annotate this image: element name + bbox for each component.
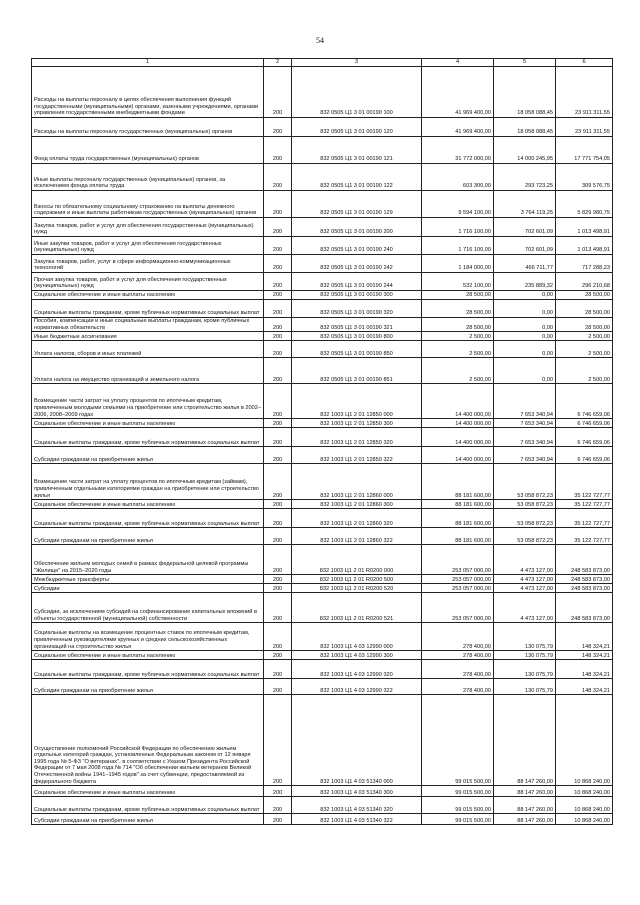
table-row	[32, 528, 613, 545]
unexecuted-amount: 1 013 498,91	[556, 218, 613, 237]
executed-amount: 0,00	[494, 318, 556, 332]
approved-amount: 99 015 500,00	[422, 797, 494, 814]
item-name: Иные закупки товаров, работ и услуг для обеспечения государственных (муниципальных) нужд	[32, 237, 264, 255]
executed-amount: 14 000 245,95	[494, 137, 556, 164]
table-row	[32, 255, 613, 273]
table-row	[32, 500, 613, 509]
table-row	[32, 814, 613, 825]
row-code: 200	[264, 623, 292, 651]
executed-amount: 53 058 872,23	[494, 464, 556, 500]
executed-amount: 7 653 340,94	[494, 419, 556, 428]
item-name: Межбюджетные трансферты	[32, 575, 264, 584]
item-name: Обеспечение жильем молодых семей в рамках федеральной целевой программы "Жилище" на 2015–2020 годы	[32, 545, 264, 575]
unexecuted-amount: 28 500,00	[556, 318, 613, 332]
column-header: 6	[556, 59, 613, 67]
row-code: 200	[264, 419, 292, 428]
unexecuted-amount: 2 500,00	[556, 341, 613, 358]
item-name: Социальные выплаты гражданам, кроме публичных нормативных социальных выплат	[32, 300, 264, 318]
budget-classification-code: 832 1003 Ц1 2 01 12850 300	[292, 419, 422, 428]
approved-amount: 14 400 000,00	[422, 447, 494, 464]
item-name: Субсидии	[32, 584, 264, 593]
table-row	[32, 797, 613, 814]
table-row	[32, 695, 613, 786]
table-row	[32, 300, 613, 318]
unexecuted-amount: 5 829 980,75	[556, 191, 613, 218]
item-name: Социальное обеспечение и иные выплаты населению	[32, 291, 264, 300]
executed-amount: 4 473 127,00	[494, 575, 556, 584]
table-body	[32, 67, 613, 825]
executed-amount: 466 711,77	[494, 255, 556, 273]
budget-classification-code: 832 1003 Ц1 4 03 12990 322	[292, 679, 422, 695]
executed-amount: 7 653 340,94	[494, 428, 556, 447]
item-name: Уплата налога на имущество организаций и земельного налога	[32, 358, 264, 384]
row-code: 200	[264, 255, 292, 273]
table-row	[32, 332, 613, 341]
item-name: Возмещение части затрат на уплату процентов по ипотечным кредитам (займам), привлеченным отдельными категориями граждан на приобретение или строительство жилья	[32, 464, 264, 500]
budget-classification-code: 832 0505 Ц1 3 01 00190 240	[292, 237, 422, 255]
unexecuted-amount: 28 500,00	[556, 300, 613, 318]
table-row	[32, 584, 613, 593]
executed-amount: 53 058 872,23	[494, 528, 556, 545]
row-code: 200	[264, 341, 292, 358]
unexecuted-amount: 28 500,00	[556, 291, 613, 300]
item-name: Субсидии гражданам на приобретение жилья	[32, 679, 264, 695]
row-code: 200	[264, 509, 292, 528]
row-code: 200	[264, 358, 292, 384]
budget-classification-code: 832 1003 Ц1 2 01 12860 300	[292, 500, 422, 509]
unexecuted-amount: 10 868 240,00	[556, 797, 613, 814]
unexecuted-amount: 248 583 873,00	[556, 593, 613, 623]
unexecuted-amount: 148 324,21	[556, 660, 613, 679]
row-code: 200	[264, 291, 292, 300]
budget-classification-code: 832 1003 Ц1 2 01 R0200 520	[292, 584, 422, 593]
executed-amount: 235 889,32	[494, 273, 556, 291]
row-code: 200	[264, 545, 292, 575]
approved-amount: 28 500,00	[422, 318, 494, 332]
row-code: 200	[264, 464, 292, 500]
table-row	[32, 191, 613, 218]
executed-amount: 7 653 340,94	[494, 384, 556, 419]
table-row	[32, 237, 613, 255]
row-code: 200	[264, 786, 292, 797]
approved-amount: 88 181 600,00	[422, 509, 494, 528]
table-row	[32, 419, 613, 428]
approved-amount: 88 181 600,00	[422, 528, 494, 545]
executed-amount: 88 147 260,00	[494, 786, 556, 797]
approved-amount: 1 184 000,00	[422, 255, 494, 273]
unexecuted-amount: 2 500,00	[556, 358, 613, 384]
row-code: 200	[264, 651, 292, 660]
approved-amount: 278 400,00	[422, 651, 494, 660]
page-number: 54	[316, 36, 324, 45]
budget-classification-code: 832 1003 Ц1 2 01 R0200 000	[292, 545, 422, 575]
table-row	[32, 291, 613, 300]
row-code: 200	[264, 695, 292, 786]
item-name: Субсидии гражданам на приобретение жилья	[32, 447, 264, 464]
executed-amount: 702 601,09	[494, 218, 556, 237]
row-code: 200	[264, 384, 292, 419]
budget-classification-code: 832 1003 Ц1 4 03 51340 000	[292, 695, 422, 786]
table-row	[32, 679, 613, 695]
table-row	[32, 545, 613, 575]
unexecuted-amount: 23 911 311,55	[556, 67, 613, 118]
unexecuted-amount: 248 583 873,00	[556, 575, 613, 584]
approved-amount: 88 181 600,00	[422, 464, 494, 500]
table-row	[32, 660, 613, 679]
item-name: Субсидии гражданам на приобретение жилья	[32, 814, 264, 825]
table-row	[32, 273, 613, 291]
unexecuted-amount: 6 746 659,06	[556, 419, 613, 428]
approved-amount: 253 057 000,00	[422, 575, 494, 584]
approved-amount: 14 400 000,00	[422, 384, 494, 419]
unexecuted-amount: 6 746 659,06	[556, 447, 613, 464]
executed-amount: 88 147 260,00	[494, 695, 556, 786]
budget-classification-code: 832 0505 Ц1 3 01 00190 120	[292, 118, 422, 137]
row-code: 200	[264, 797, 292, 814]
item-name: Расходы на выплаты персоналу государственных (муниципальных) органов	[32, 118, 264, 137]
approved-amount: 278 400,00	[422, 660, 494, 679]
table-row	[32, 164, 613, 191]
column-header: 2	[264, 59, 292, 67]
executed-amount: 293 723,25	[494, 164, 556, 191]
approved-amount: 41 969 400,00	[422, 67, 494, 118]
table-row	[32, 384, 613, 419]
executed-amount: 130 075,79	[494, 660, 556, 679]
table-row	[32, 428, 613, 447]
budget-classification-code: 832 1003 Ц1 2 01 12850 322	[292, 447, 422, 464]
unexecuted-amount: 6 746 659,06	[556, 384, 613, 419]
executed-amount: 88 147 260,00	[494, 814, 556, 825]
budget-classification-code: 832 1003 Ц1 4 03 12990 320	[292, 660, 422, 679]
executed-amount: 0,00	[494, 341, 556, 358]
executed-amount: 88 147 260,00	[494, 797, 556, 814]
executed-amount: 130 075,79	[494, 623, 556, 651]
budget-classification-code: 832 0505 Ц1 3 01 00190 129	[292, 191, 422, 218]
table-row	[32, 218, 613, 237]
item-name: Иные бюджетные ассигнования	[32, 332, 264, 341]
unexecuted-amount: 10 868 240,00	[556, 814, 613, 825]
row-code: 200	[264, 67, 292, 118]
row-code: 200	[264, 318, 292, 332]
unexecuted-amount: 1 013 498,91	[556, 237, 613, 255]
row-code: 200	[264, 164, 292, 191]
executed-amount: 53 058 872,23	[494, 500, 556, 509]
column-number-row	[32, 59, 613, 67]
row-code: 200	[264, 660, 292, 679]
budget-classification-code: 832 0505 Ц1 3 01 00190 121	[292, 137, 422, 164]
table-row	[32, 623, 613, 651]
budget-classification-code: 832 0505 Ц1 3 01 00190 850	[292, 341, 422, 358]
executed-amount: 0,00	[494, 332, 556, 341]
budget-classification-code: 832 0505 Ц1 3 01 00190 244	[292, 273, 422, 291]
executed-amount: 7 653 340,94	[494, 447, 556, 464]
unexecuted-amount: 148 324,21	[556, 679, 613, 695]
table-row	[32, 447, 613, 464]
row-code: 200	[264, 500, 292, 509]
budget-classification-code: 832 0505 Ц1 3 01 00190 242	[292, 255, 422, 273]
budget-classification-code: 832 0505 Ц1 3 01 00190 851	[292, 358, 422, 384]
budget-classification-code: 832 1003 Ц1 2 01 12860 000	[292, 464, 422, 500]
unexecuted-amount: 35 122 727,77	[556, 528, 613, 545]
unexecuted-amount: 717 288,23	[556, 255, 613, 273]
unexecuted-amount: 10 868 240,00	[556, 786, 613, 797]
item-name: Возмещение части затрат на уплату процентов по ипотечным кредитам, привлеченным молодыми семьями на приобретение или строительство жилья в 2002–2006, 2008–2009 годах	[32, 384, 264, 419]
unexecuted-amount: 248 583 873,00	[556, 545, 613, 575]
approved-amount: 278 400,00	[422, 623, 494, 651]
table-row	[32, 593, 613, 623]
approved-amount: 253 057 000,00	[422, 593, 494, 623]
budget-classification-code: 832 0505 Ц1 3 01 00190 122	[292, 164, 422, 191]
table-row	[32, 358, 613, 384]
row-code: 200	[264, 137, 292, 164]
approved-amount: 278 400,00	[422, 679, 494, 695]
budget-execution-table	[31, 58, 613, 825]
column-header: 5	[494, 59, 556, 67]
executed-amount: 4 473 127,00	[494, 545, 556, 575]
table-row	[32, 464, 613, 500]
unexecuted-amount: 296 210,68	[556, 273, 613, 291]
unexecuted-amount: 148 324,21	[556, 623, 613, 651]
approved-amount: 28 500,00	[422, 300, 494, 318]
column-header: 4	[422, 59, 494, 67]
row-code: 200	[264, 273, 292, 291]
unexecuted-amount: 6 746 659,06	[556, 428, 613, 447]
table-row	[32, 67, 613, 118]
unexecuted-amount: 35 122 727,77	[556, 500, 613, 509]
unexecuted-amount: 2 500,00	[556, 332, 613, 341]
executed-amount: 130 075,79	[494, 651, 556, 660]
executed-amount: 702 601,09	[494, 237, 556, 255]
executed-amount: 4 473 127,00	[494, 584, 556, 593]
approved-amount: 31 772 000,00	[422, 137, 494, 164]
table-row	[32, 137, 613, 164]
budget-classification-code: 832 1003 Ц1 4 03 51340 322	[292, 814, 422, 825]
approved-amount: 253 057 000,00	[422, 545, 494, 575]
approved-amount: 1 716 100,00	[422, 237, 494, 255]
unexecuted-amount: 35 122 727,77	[556, 464, 613, 500]
budget-classification-code: 832 0505 Ц1 3 01 00190 300	[292, 291, 422, 300]
table-row	[32, 318, 613, 332]
item-name: Субсидии, за исключением субсидий на софинансирование капитальных вложений в объекты государственной (муниципальной) собственности	[32, 593, 264, 623]
approved-amount: 532 100,00	[422, 273, 494, 291]
table-row	[32, 575, 613, 584]
item-name: Закупка товаров, работ и услуг для обеспечения государственных (муниципальных) нужд	[32, 218, 264, 237]
item-name: Социальное обеспечение и иные выплаты населению	[32, 419, 264, 428]
executed-amount: 0,00	[494, 358, 556, 384]
row-code: 200	[264, 814, 292, 825]
table-row	[32, 118, 613, 137]
budget-classification-code: 832 1003 Ц1 2 01 R0200 500	[292, 575, 422, 584]
budget-classification-code: 832 0505 Ц1 3 01 00190 800	[292, 332, 422, 341]
item-name: Закупка товаров, работ, услуг в сфере информационно-коммуникационных технологий	[32, 255, 264, 273]
approved-amount: 9 594 100,00	[422, 191, 494, 218]
budget-classification-code: 832 1003 Ц1 4 03 12990 000	[292, 623, 422, 651]
approved-amount: 1 716 100,00	[422, 218, 494, 237]
item-name: Субсидии гражданам на приобретение жилья	[32, 528, 264, 545]
approved-amount: 99 015 500,00	[422, 814, 494, 825]
row-code: 200	[264, 191, 292, 218]
budget-classification-code: 832 1003 Ц1 4 03 12990 300	[292, 651, 422, 660]
approved-amount: 253 057 000,00	[422, 584, 494, 593]
item-name: Социальное обеспечение и иные выплаты населению	[32, 786, 264, 797]
budget-classification-code: 832 1003 Ц1 2 01 12860 320	[292, 509, 422, 528]
executed-amount: 0,00	[494, 291, 556, 300]
budget-classification-code: 832 1003 Ц1 2 01 12850 320	[292, 428, 422, 447]
unexecuted-amount: 148 324,21	[556, 651, 613, 660]
row-code: 200	[264, 447, 292, 464]
executed-amount: 130 075,79	[494, 679, 556, 695]
unexecuted-amount: 17 771 754,05	[556, 137, 613, 164]
unexecuted-amount: 10 868 240,00	[556, 695, 613, 786]
budget-classification-code: 832 0505 Ц1 3 01 00190 320	[292, 300, 422, 318]
approved-amount: 14 400 000,00	[422, 428, 494, 447]
item-name: Осуществление полномочий Российской Федерации по обеспечению жильем отдельных категорий граждан, установленных Федеральным законом от 12 января 1995 года № 5-ФЗ "О ветеранах", в соответствии с Указом Президента Российской Федерации от 7 мая 2008 года № 714 "Об обеспечении жильем ветеранов Великой Отечественной войны 1941–1945 годов" за счет субвенции, предоставляемой из федерального бюджета	[32, 695, 264, 786]
item-name: Социальные выплаты гражданам, кроме публичных нормативных социальных выплат	[32, 428, 264, 447]
executed-amount: 4 473 127,00	[494, 593, 556, 623]
budget-classification-code: 832 1003 Ц1 2 01 12850 000	[292, 384, 422, 419]
row-code: 200	[264, 428, 292, 447]
table-row	[32, 509, 613, 528]
unexecuted-amount: 23 911 311,55	[556, 118, 613, 137]
executed-amount: 3 764 119,25	[494, 191, 556, 218]
row-code: 200	[264, 593, 292, 623]
approved-amount: 2 500,00	[422, 358, 494, 384]
budget-classification-code: 832 1003 Ц1 4 03 51340 320	[292, 797, 422, 814]
item-name: Социальное обеспечение и иные выплаты населению	[32, 651, 264, 660]
row-code: 200	[264, 300, 292, 318]
executed-amount: 18 058 088,45	[494, 67, 556, 118]
item-name: Взносы по обязательному социальному страхованию на выплаты денежного содержания и иные выплаты работникам государственных (муниципальных) органов	[32, 191, 264, 218]
budget-classification-code: 832 0505 Ц1 3 01 00190 100	[292, 67, 422, 118]
budget-classification-code: 832 1003 Ц1 2 01 R0200 521	[292, 593, 422, 623]
approved-amount: 41 969 400,00	[422, 118, 494, 137]
executed-amount: 53 058 872,23	[494, 509, 556, 528]
item-name: Прочая закупка товаров, работ и услуг для обеспечения государственных (муниципальных) нужд	[32, 273, 264, 291]
item-name: Социальные выплаты на возмещение процентных ставок по ипотечным кредитам, привлеченным руководителями крупных и средних сельскохозяйственных организаций на строительство жилья	[32, 623, 264, 651]
approved-amount: 88 181 600,00	[422, 500, 494, 509]
item-name: Социальное обеспечение и иные выплаты населению	[32, 500, 264, 509]
table-row	[32, 786, 613, 797]
approved-amount: 99 015 500,00	[422, 786, 494, 797]
item-name: Фонд оплаты труда государственных (муниципальных) органов	[32, 137, 264, 164]
unexecuted-amount: 35 122 727,77	[556, 509, 613, 528]
row-code: 200	[264, 237, 292, 255]
budget-classification-code: 832 1003 Ц1 4 03 51340 300	[292, 786, 422, 797]
approved-amount: 2 500,00	[422, 341, 494, 358]
item-name: Пособия, компенсации и иные социальные выплаты гражданам, кроме публичных нормативных обязательств	[32, 318, 264, 332]
item-name: Иные выплаты персоналу государственных (муниципальных) органов, за исключением фонда оплаты труда	[32, 164, 264, 191]
item-name: Социальные выплаты гражданам, кроме публичных нормативных социальных выплат	[32, 509, 264, 528]
unexecuted-amount: 309 576,75	[556, 164, 613, 191]
row-code: 200	[264, 218, 292, 237]
column-header: 3	[292, 59, 422, 67]
approved-amount: 99 015 500,00	[422, 695, 494, 786]
unexecuted-amount: 248 583 873,00	[556, 584, 613, 593]
table-row	[32, 651, 613, 660]
table-row	[32, 341, 613, 358]
row-code: 200	[264, 584, 292, 593]
approved-amount: 603 300,00	[422, 164, 494, 191]
item-name: Социальные выплаты гражданам, кроме публичных нормативных социальных выплат	[32, 797, 264, 814]
row-code: 200	[264, 528, 292, 545]
item-name: Уплата налогов, сборов и иных платежей	[32, 341, 264, 358]
item-name: Расходы на выплаты персоналу в целях обеспечения выполнения функций государственными (муниципальными) органами, казенными учреждениями, органами управления государственными внебюджетными фондами	[32, 67, 264, 118]
budget-classification-code: 832 0505 Ц1 3 01 00190 321	[292, 318, 422, 332]
budget-classification-code: 832 0505 Ц1 3 01 00190 200	[292, 218, 422, 237]
row-code: 200	[264, 332, 292, 341]
executed-amount: 0,00	[494, 300, 556, 318]
approved-amount: 14 400 000,00	[422, 419, 494, 428]
column-header: 1	[32, 59, 264, 67]
approved-amount: 28 500,00	[422, 291, 494, 300]
executed-amount: 18 058 088,45	[494, 118, 556, 137]
row-code: 200	[264, 575, 292, 584]
row-code: 200	[264, 679, 292, 695]
approved-amount: 2 500,00	[422, 332, 494, 341]
item-name: Социальные выплаты гражданам, кроме публичных нормативных социальных выплат	[32, 660, 264, 679]
budget-classification-code: 832 1003 Ц1 2 01 12860 322	[292, 528, 422, 545]
row-code: 200	[264, 118, 292, 137]
